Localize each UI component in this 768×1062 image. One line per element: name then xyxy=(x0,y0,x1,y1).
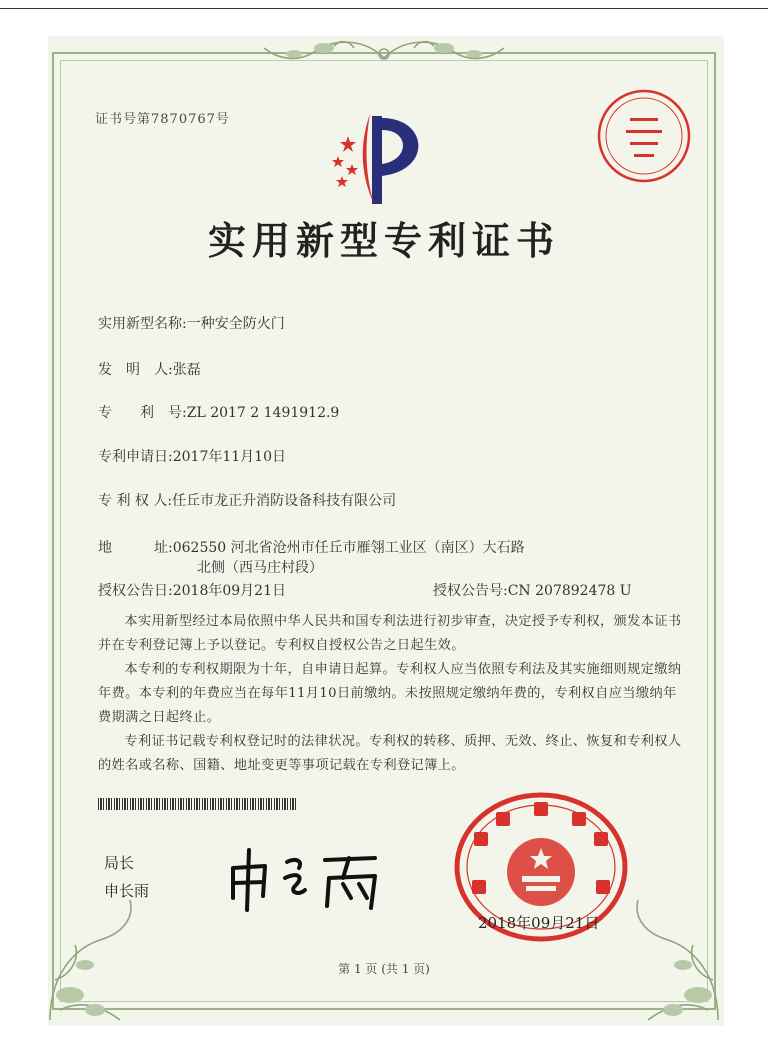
field-value: 062550 河北省沧州市任丘市雁翎工业区（南区）大石路 xyxy=(172,540,525,556)
field-label: 实用新型名称: xyxy=(98,316,187,332)
barcode xyxy=(98,798,296,810)
field-label: 授权公告号: xyxy=(433,583,508,599)
field-label: 专利申请日: xyxy=(98,449,173,465)
field-filing-date xyxy=(98,446,286,466)
field-value: 任丘市龙正升消防设备科技有限公司 xyxy=(172,493,397,509)
paragraph: 本实用新型经过本局依照中华人民共和国专利法进行初步审查，决定授予专利权，颁发本证书并在专利登记簿上予以登记。专利权自授权公告之日起生效。 xyxy=(98,614,682,653)
field-value: 张磊 xyxy=(172,362,201,378)
field-grant-number xyxy=(433,580,632,600)
page-footer: 第 1 页 (共 1 页) xyxy=(338,962,430,976)
certificate-body xyxy=(98,610,688,778)
sipo-logo-icon xyxy=(318,108,438,208)
field-label: 授权公告日: xyxy=(98,583,173,599)
field-label: 地 址: xyxy=(98,540,173,556)
bottom-right-ornament-icon xyxy=(618,880,728,1025)
bottom-left-ornament-icon xyxy=(40,880,150,1025)
director-title: 局长 xyxy=(104,854,135,872)
field-value: ZL 2017 2 1491912.9 xyxy=(186,405,340,421)
signature-icon xyxy=(225,838,405,918)
top-ornament-icon xyxy=(254,34,514,64)
paragraph: 专利证书记载专利权登记时的法律状况。专利权的转移、质押、无效、终止、恢复和专利权人的姓名或名称、国籍、地址变更等事项记载在专利登记簿上。 xyxy=(98,734,682,773)
paragraph: 本专利的专利权期限为十年，自申请日起算。专利权人应当依照专利法及其实施细则规定缴纳年费。本专利的年费应当在每年11月10日前缴纳。未按照规定缴纳年费的，专利权自应当缴纳年费期满之日起终止。 xyxy=(98,662,682,725)
stamp-date: 2018年09月21日 xyxy=(478,914,600,932)
printing-seal-icon xyxy=(596,88,692,184)
top-rule xyxy=(0,8,768,9)
field-address xyxy=(98,537,525,557)
field-patentee xyxy=(98,490,396,510)
field-utility-model-name xyxy=(98,313,285,333)
certificate-title: 实用新型专利证书 xyxy=(207,218,560,263)
field-inventor xyxy=(98,359,201,379)
director-name: 申长雨 xyxy=(104,882,150,900)
field-label: 专 利 权 人: xyxy=(98,493,173,509)
field-value: 一种安全防火门 xyxy=(186,316,285,332)
field-patent-number xyxy=(98,402,339,422)
field-value: CN 207892478 U xyxy=(507,583,632,599)
field-label: 发 明 人: xyxy=(98,362,173,378)
field-value: 2017年11月10日 xyxy=(172,449,286,465)
field-value: 2018年09月21日 xyxy=(172,583,286,599)
certificate-number: 证书号第7870767号 xyxy=(95,112,230,127)
field-address-line2: 北侧（西马庄村段） xyxy=(197,560,323,576)
field-label: 专 利 号: xyxy=(98,405,187,421)
field-grant-date xyxy=(98,580,286,600)
